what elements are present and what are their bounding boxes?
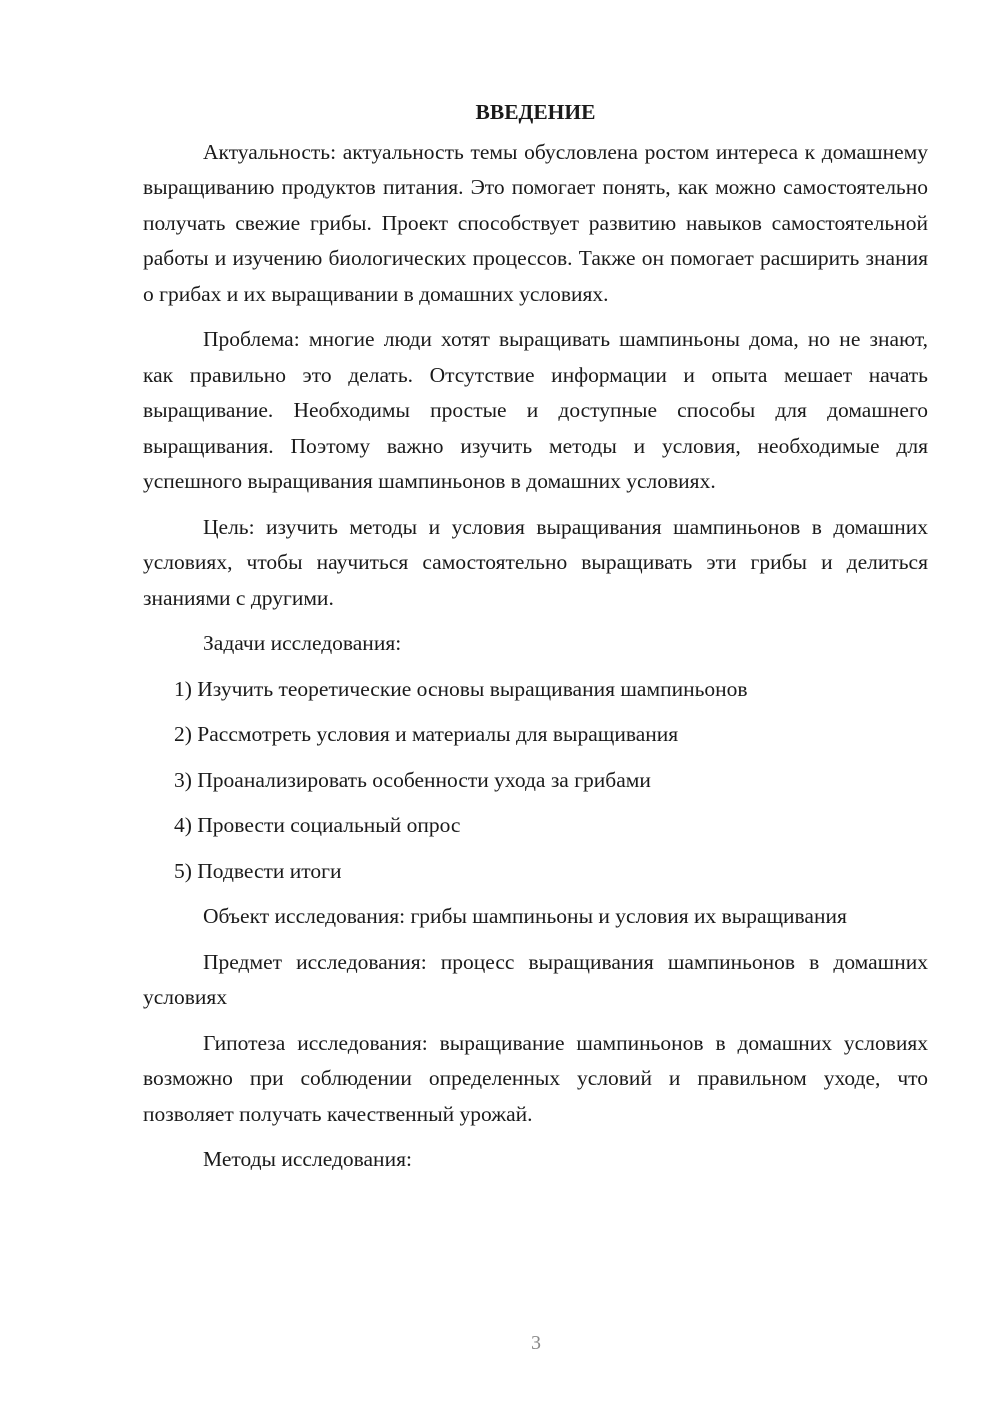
hypothesis-paragraph: Гипотеза исследования: выращивание шампиньонов в домашних условиях возможно при соблюдении определенных условий и правильном уходе, что позволяет получать качественный урожай. bbox=[143, 1030, 928, 1126]
subject-paragraph: Предмет исследования: процесс выращивания шампиньонов в домашних условиях bbox=[143, 949, 928, 1009]
tasks-list bbox=[143, 672, 928, 890]
task-item: 1) Изучить теоретические основы выращивания шампиньонов bbox=[174, 676, 748, 701]
task-item: 2) Рассмотреть условия и материалы для выращивания bbox=[174, 722, 679, 746]
problem-paragraph: Проблема: многие люди хотят выращивать шампиньоны дома, но не знают, как правильно это делать. Отсутствие информации и опыта мешает начать выращивание. Необходимы простые и доступные способы для домашнего выращивания. Поэтому важно изучить методы и условия, необходимые для успешного выращивания шампиньонов в домашних условиях. bbox=[143, 327, 928, 493]
task-item: 4) Провести социальный опрос bbox=[174, 813, 461, 837]
page-number: 3 bbox=[531, 1332, 541, 1354]
tasks-heading: Задачи исследования: bbox=[203, 631, 402, 655]
methods-heading: Методы исследования: bbox=[203, 1147, 412, 1171]
task-item: 3) Проанализировать особенности ухода за грибами bbox=[174, 767, 651, 792]
object-paragraph: Объект исследования: грибы шампиньоны и условия их выращивания bbox=[203, 904, 847, 928]
relevance-paragraph: Актуальность: актуальность темы обусловлена ростом интереса к домашнему выращиванию продуктов питания. Это помогает понять, как можно самостоятельно получать свежие грибы. Проект способствует развитию навыков самостоятельной работы и изучению биологических процессов. Также он помогает расширить знания о грибах и их выращивании в домашних условиях. bbox=[143, 139, 928, 306]
goal-paragraph: Цель: изучить методы и условия выращивания шампиньонов в домашних условиях, чтобы научиться самостоятельно выращивать эти грибы и делиться знаниями с другими. bbox=[143, 514, 928, 610]
document-page bbox=[143, 95, 928, 1188]
section-title: ВВЕДЕНИЕ bbox=[475, 100, 596, 124]
task-item: 5) Подвести итоги bbox=[174, 858, 342, 883]
